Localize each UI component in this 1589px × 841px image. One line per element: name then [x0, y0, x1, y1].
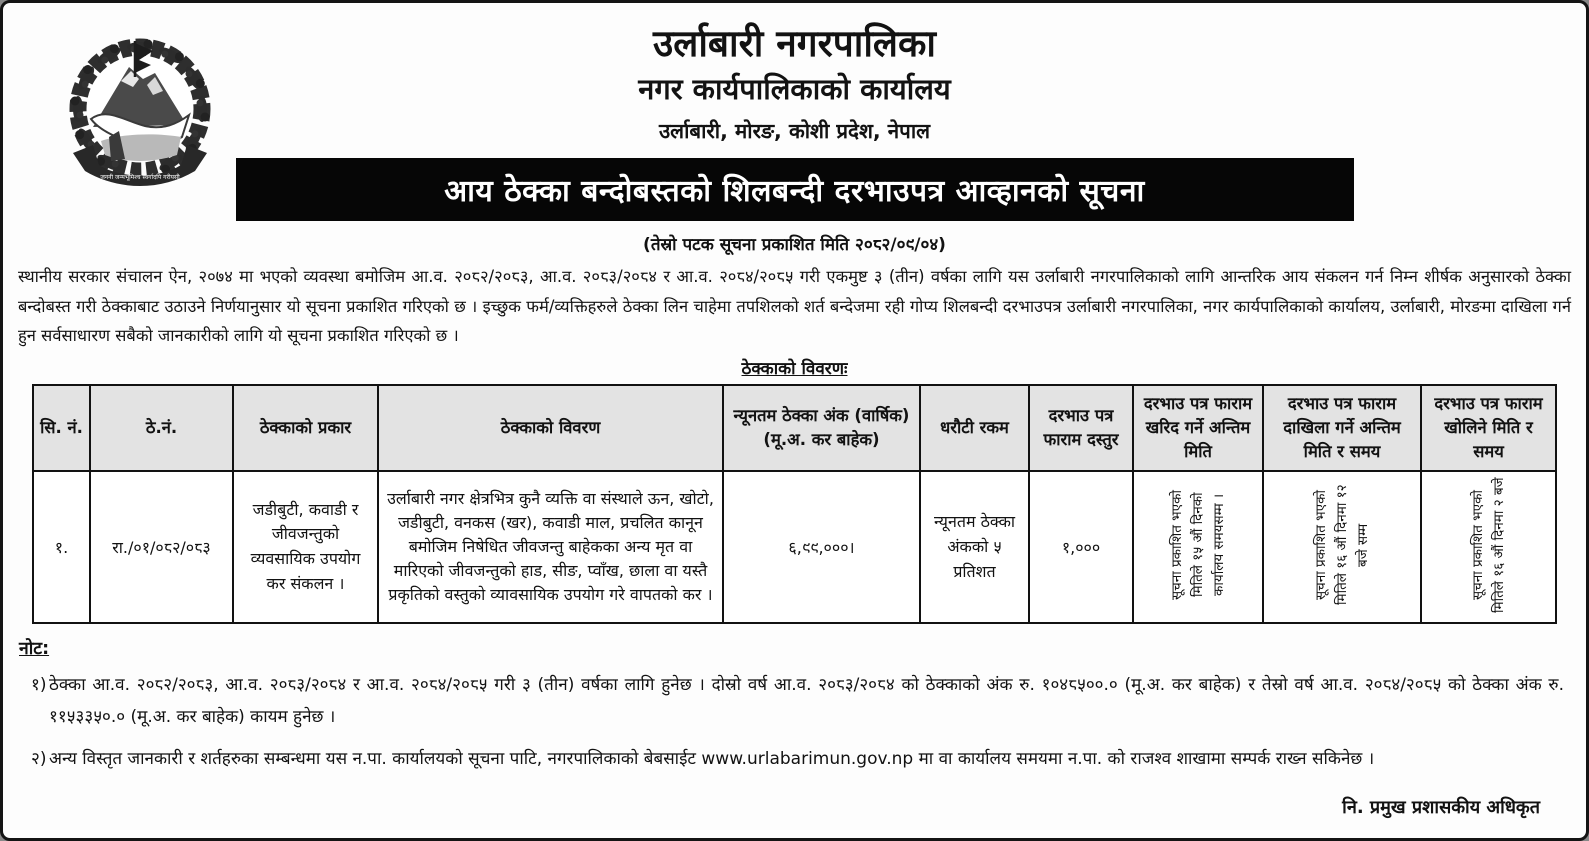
municipality-title: उर्लाबारी नगरपालिका: [652, 22, 937, 65]
emblem-motto: जननी जन्मभूमिश्च स्वर्गादपि गरीयसी: [100, 174, 180, 181]
opening-time-vertical-text: सूचना प्रकाशित भएको मितिले १६ औं दिनमा २ बजे: [1469, 477, 1507, 613]
purchase-deadline-vertical-text: सूचना प्रकाशित भएको मितिले १५ औं दिनको कार्यालय समयसम्म ।: [1168, 490, 1227, 601]
contract-details-table: [32, 384, 1557, 624]
cell-opening-time: [1421, 471, 1556, 623]
note-1-text: ठेक्का आ.व. २०८२/२०८३, आ.व. २०८३/२०८४ र आ.व. २०८४/२०८५ गरी ३ (तीन) वर्षका लागि हुनेछ । दोस्रो वर्ष आ.व. २०८३/२०८४ को ठेक्काको अंक रु. १०४८५००.० (मू.अ. कर बाहेक) र तेस्रो वर्ष आ.व. २०८४/२०८५ को ठेक्का अंक रु. ११५३३५०.० (मू.अ. कर बाहेक) कायम हुनेछ ।: [49, 675, 1564, 728]
notes-section: [19, 636, 1570, 775]
col-header-serial-no: सि. नं.: [33, 385, 90, 471]
letterhead: [3, 3, 1586, 145]
cell-min-amount: ६,९९,०००।: [723, 471, 920, 623]
cell-serial-no: १.: [33, 471, 90, 623]
col-header-contract-no: ठे.नं.: [90, 385, 233, 471]
col-header-form-fee: दरभाउ पत्र फाराम दस्तुर: [1029, 385, 1133, 471]
col-header-deposit: धरौटी रकम: [920, 385, 1029, 471]
cell-contract-no: रा./०१/०८२/०८३: [90, 471, 233, 623]
cell-submission-deadline: [1263, 471, 1421, 623]
col-header-opening-time: दरभाउ पत्र फाराम खोलिने मिति र समय: [1421, 385, 1556, 471]
col-header-min-amount: न्यूनतम ठेक्का अंक (वार्षिक) (मू.अ. कर बाहेक): [723, 385, 920, 471]
municipality-emblem-icon: [59, 29, 221, 201]
note-2-text: अन्य विस्तृत जानकारी र शर्तहरुका सम्बन्धमा यस न.पा. कार्यालयको सूचना पाटि, नगरपालिकाको बेबसाईट www.urlabarimun.gov.np मा वा कार्यालय समयमा न.पा. को राजश्व शाखामा सम्पर्क राख्न सकिनेछ ।: [49, 748, 1375, 769]
note-item-2: [19, 743, 1570, 775]
col-header-contract-description: ठेक्काको विवरण: [378, 385, 723, 471]
cell-contract-type: जडीबुटी, कवाडी र जीवजन्तुको व्यवसायिक उपयोग कर संकलन ।: [233, 471, 378, 623]
table-row: [33, 471, 1556, 623]
col-header-submission-deadline: दरभाउ पत्र फाराम दाखिला गर्ने अन्तिम मिति र समय: [1263, 385, 1421, 471]
cell-contract-description: उर्लाबारी नगर क्षेत्रभित्र कुनै व्यक्ति वा संस्थाले ऊन, खोटो, जडीबुटी, वनकस (खर), कवाडी माल, प्रचलित कानून बमोजिम निषेधित जीवजन्तु बाहेकका अन्य मृत वा मारिएको जीवजन्तुको हाड, सीङ, प्वाँख, छाला वा यस्तै प्रकृतिको वस्तुको व्यावसायिक उपयोग गरे वापतको कर ।: [378, 471, 723, 623]
table-header-row: [33, 385, 1556, 471]
notice-title-banner: आय ठेक्का बन्दोबस्तको शिलबन्दी दरभाउपत्र आव्हानको सूचना: [236, 158, 1354, 221]
table-caption-text: ठेक्काको विवरणः: [741, 359, 848, 380]
publication-date: (तेस्रो पटक सूचना प्रकाशित मिति २०८२/०९/०४): [643, 235, 946, 256]
cell-form-fee: १,०००: [1029, 471, 1133, 623]
cell-deposit: न्यूनतम ठेक्का अंकको ५ प्रतिशत: [920, 471, 1029, 623]
submission-deadline-vertical-text: सूचना प्रकाशित भएको मितिले १६ औं दिनमा १२ बजे सम्म: [1312, 484, 1371, 606]
cell-purchase-deadline: [1133, 471, 1263, 623]
intro-paragraph: स्थानीय सरकार संचालन ऐन, २०७४ मा भएको व्यवस्था बमोजिम आ.व. २०८२/२०८३, आ.व. २०८३/२०८४ र आ.व. २०८४/२०८५ गरी एकमुष्ट ३ (तीन) वर्षका लागि यस उर्लाबारी नगरपालिकाको लागि आन्तरिक आय संकलन गर्न निम्न शीर्षक अनुसारको ठेक्का बन्दोबस्त गरी ठेक्काबाट उठाउने निर्णयानुसार यो सूचना प्रकाशित गरिएको छ । इच्छुक फर्म/व्यक्तिहरुले ठेक्का लिन चाहेमा तपशिलको शर्त बन्देजमा रही गोप्य शिलबन्दी दरभाउपत्र उर्लाबारी नगरपालिका, नगर कार्यपालिकाको कार्यालय, उर्लाबारी, मोरङमा दाखिला गर्न हुन सर्वसाधारण सबैको जानकारीको लागि यो सूचना प्रकाशित गरिएको छ ।: [18, 267, 1571, 346]
note-2-number: २): [31, 748, 47, 769]
col-header-purchase-deadline: दरभाउ पत्र फाराम खरिद गर्ने अन्तिम मिति: [1133, 385, 1263, 471]
office-subtitle: नगर कार्यपालिकाको कार्यालय: [638, 72, 951, 107]
note-item-1: [19, 669, 1570, 734]
office-address: उर्लाबारी, मोरङ, कोशी प्रदेश, नेपाल: [658, 119, 931, 144]
col-header-contract-type: ठेक्काको प्रकार: [233, 385, 378, 471]
notes-label: नोट:: [19, 639, 50, 660]
note-1-number: १): [31, 675, 47, 696]
signatory-designation: नि. प्रमुख प्रशासकीय अधिकृत: [1342, 797, 1540, 818]
table-caption: [3, 356, 1586, 379]
